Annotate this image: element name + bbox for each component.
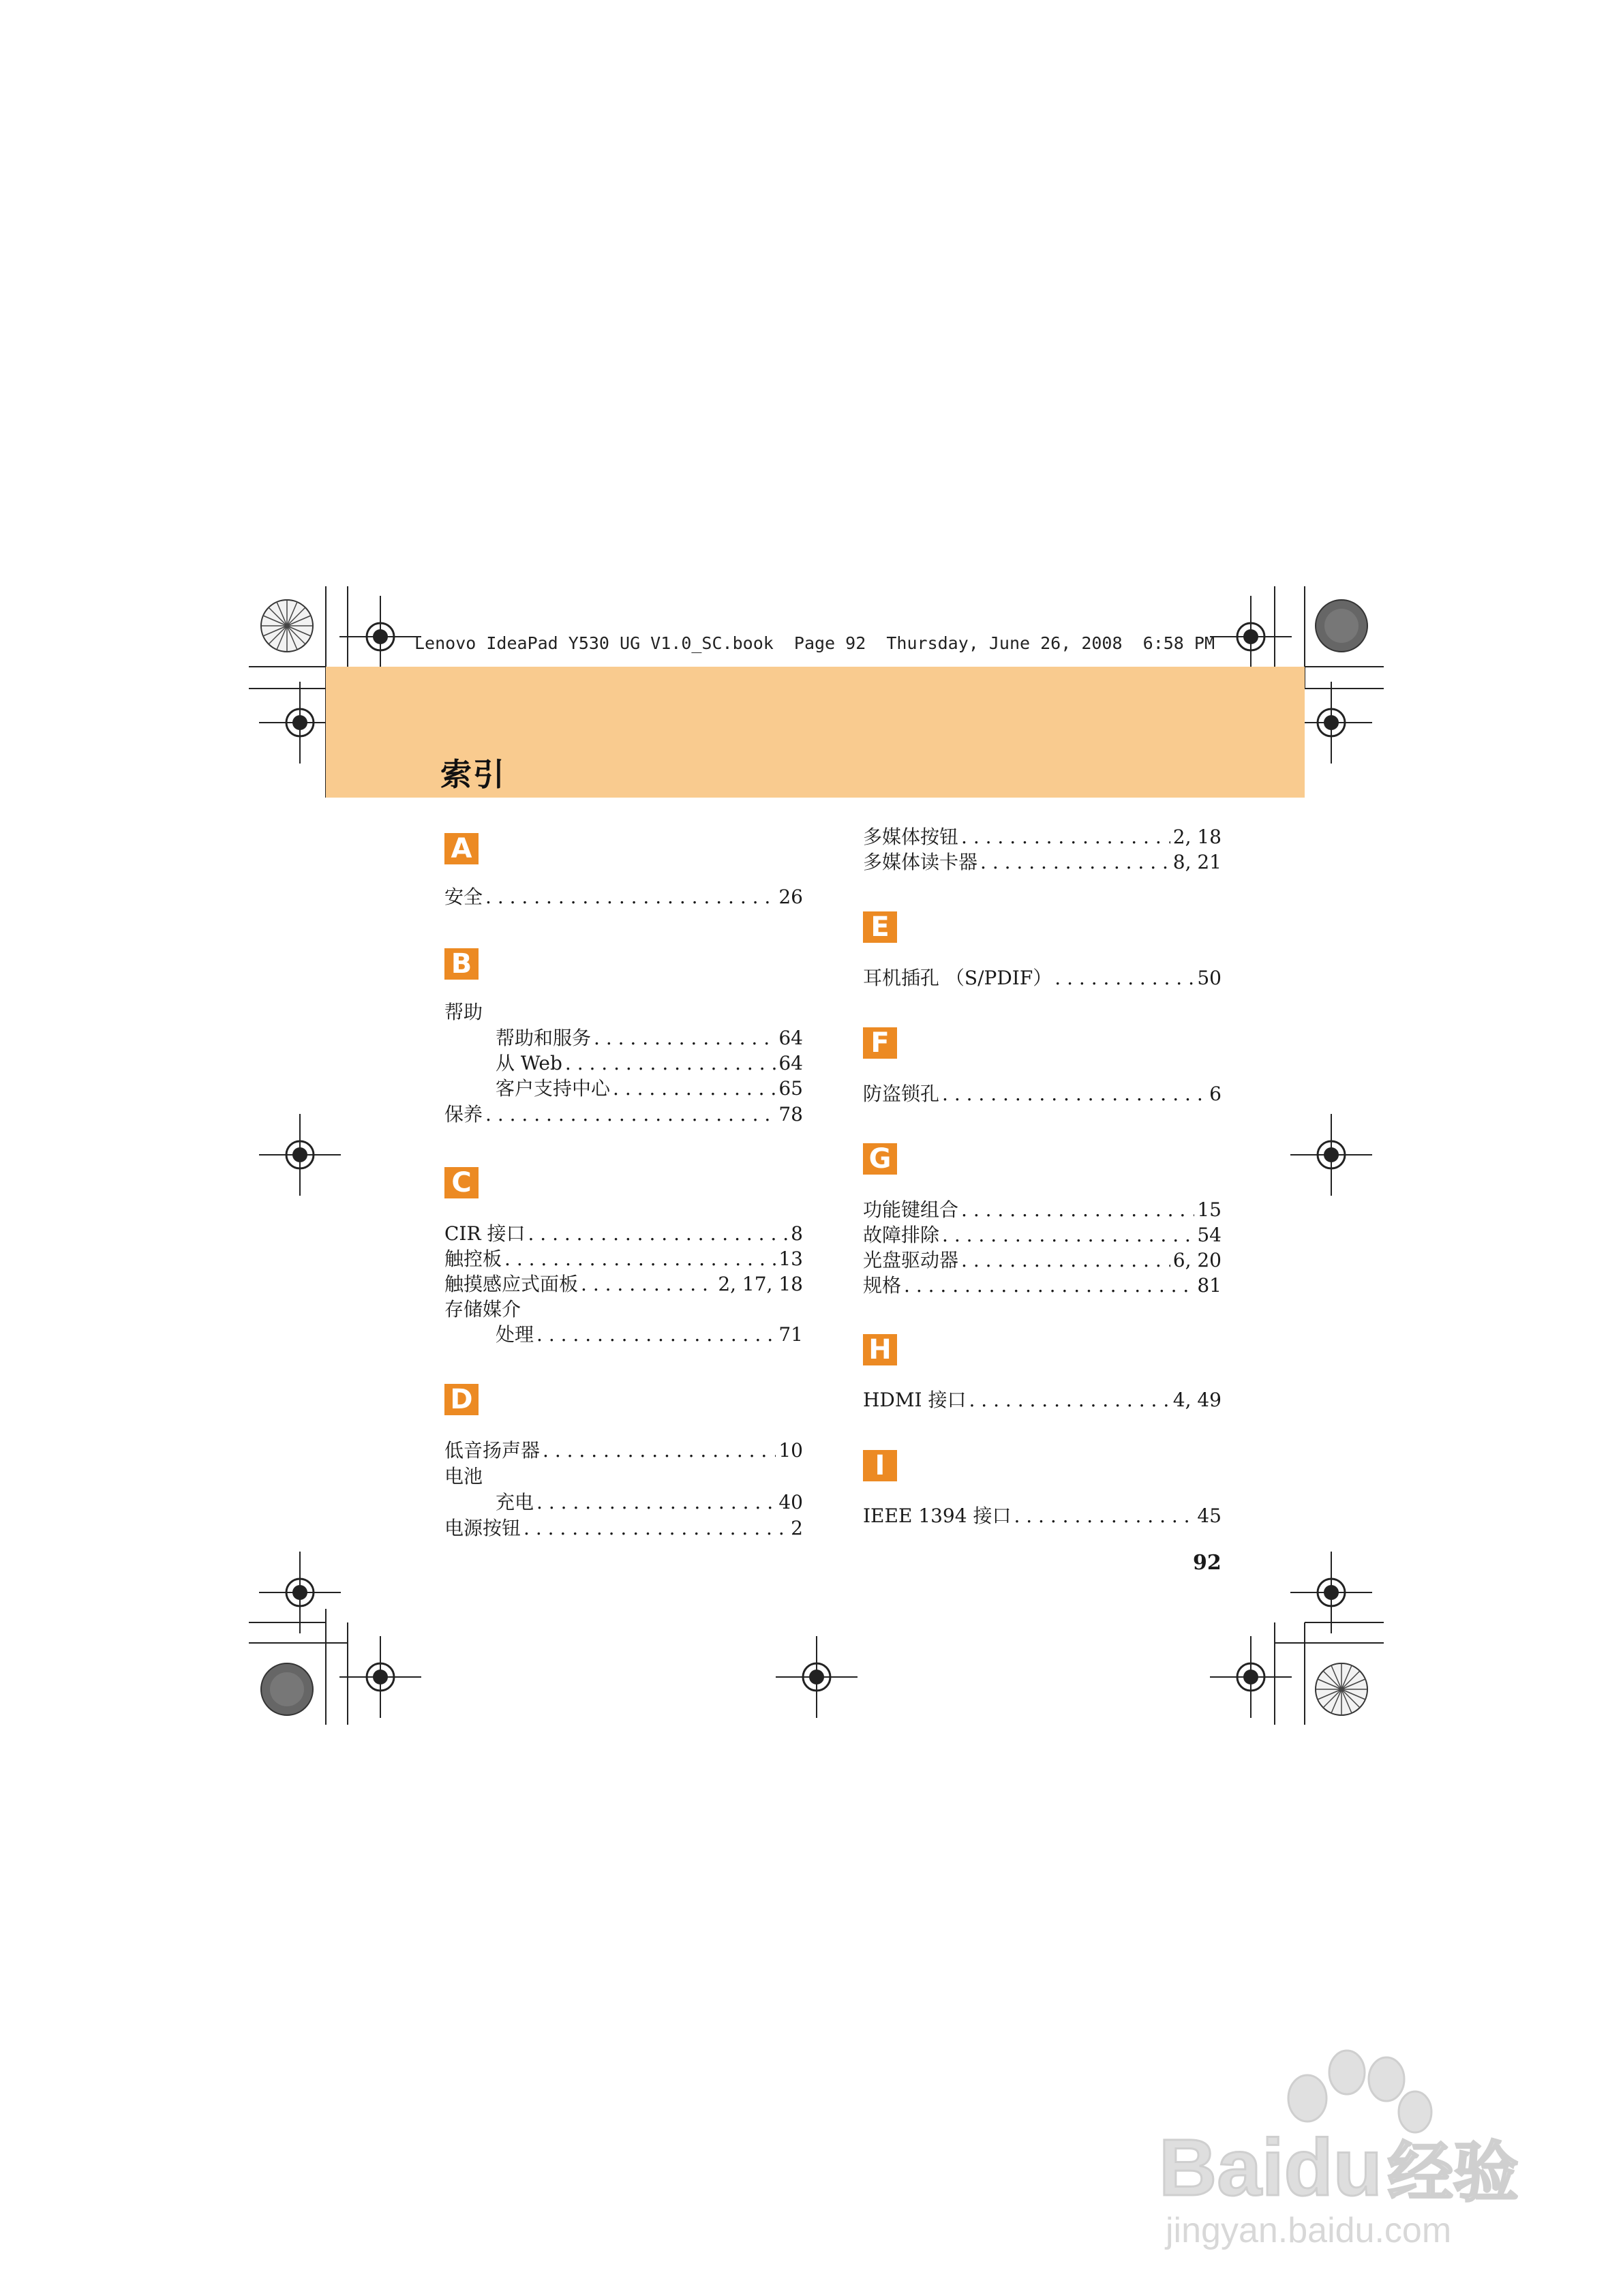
- section-letter-e: E: [863, 911, 897, 943]
- index-entry[interactable]: 多媒体读卡器 . . . 8, 21: [863, 850, 1222, 875]
- index-entry[interactable]: 故障排除 . . . 54: [863, 1223, 1222, 1248]
- index-heading: 存储媒介: [444, 1298, 521, 1320]
- index-entry[interactable]: 低音扬声器 . . . 10: [444, 1438, 803, 1463]
- index-subentry[interactable]: 客户支持中心 . . . 65: [496, 1076, 803, 1101]
- section-letter-d: D: [444, 1384, 479, 1415]
- index-subentry[interactable]: 帮助和服务 . . . 64: [496, 1026, 803, 1051]
- index-entry[interactable]: 功能键组合 . . . 15: [863, 1198, 1222, 1222]
- index-entry[interactable]: 安全 . . . 26: [444, 885, 803, 909]
- index-subentry[interactable]: 充电 . . . 40: [496, 1490, 803, 1515]
- baidu-watermark: [1152, 2031, 1575, 2250]
- index-heading: 电池: [444, 1465, 483, 1487]
- index-entry[interactable]: 触摸感应式面板 . . . 2, 17, 18: [444, 1272, 803, 1297]
- index-entry[interactable]: 耳机插孔 （S/PDIF） . . . 50: [863, 966, 1222, 991]
- section-letter-g: G: [863, 1143, 897, 1175]
- watermark-url: jingyan.baidu.com: [1166, 2211, 1452, 2250]
- index-entry[interactable]: IEEE 1394 接口 . . . 45: [863, 1504, 1222, 1528]
- section-letter-i: I: [863, 1450, 897, 1481]
- index-subentry[interactable]: 处理 . . . 71: [496, 1323, 803, 1347]
- book-file-header: Lenovo IdeaPad Y530 UG V1.0_SC.book Page 92 Thursday, June 26, 2008 6:58 PM: [414, 633, 1215, 653]
- section-letter-a: A: [444, 833, 479, 864]
- section-letter-f: F: [863, 1027, 897, 1059]
- index-entry[interactable]: 规格 . . . 81: [863, 1273, 1222, 1298]
- index-entry[interactable]: 保养 . . . 78: [444, 1102, 803, 1127]
- watermark-brand-2: du: [1284, 2123, 1382, 2213]
- index-entry[interactable]: CIR 接口 . . . 8: [444, 1222, 803, 1246]
- index-entry[interactable]: 防盗锁孔 . . . 6: [863, 1082, 1222, 1106]
- index-entry[interactable]: 触控板 . . . 13: [444, 1247, 803, 1271]
- index-subentry[interactable]: 从 Web . . . 64: [496, 1051, 803, 1076]
- index-entry[interactable]: HDMI 接口 . . . 4, 49: [863, 1388, 1222, 1413]
- page-number: 92: [1193, 1551, 1222, 1575]
- index-entry[interactable]: 多媒体按钮 . . . 2, 18: [863, 825, 1222, 849]
- watermark-brand: Bai: [1159, 2123, 1284, 2213]
- section-letter-b: B: [444, 948, 479, 980]
- index-entry[interactable]: 电源按钮 . . . 2: [444, 1516, 803, 1541]
- watermark-cn: 经验: [1387, 2136, 1519, 2209]
- section-letter-c: C: [444, 1167, 479, 1198]
- index-entry[interactable]: 光盘驱动器 . . . 6, 20: [863, 1248, 1222, 1273]
- section-letter-h: H: [863, 1334, 897, 1365]
- index-heading: 帮助: [444, 1001, 483, 1023]
- page-title: 索引: [440, 756, 506, 793]
